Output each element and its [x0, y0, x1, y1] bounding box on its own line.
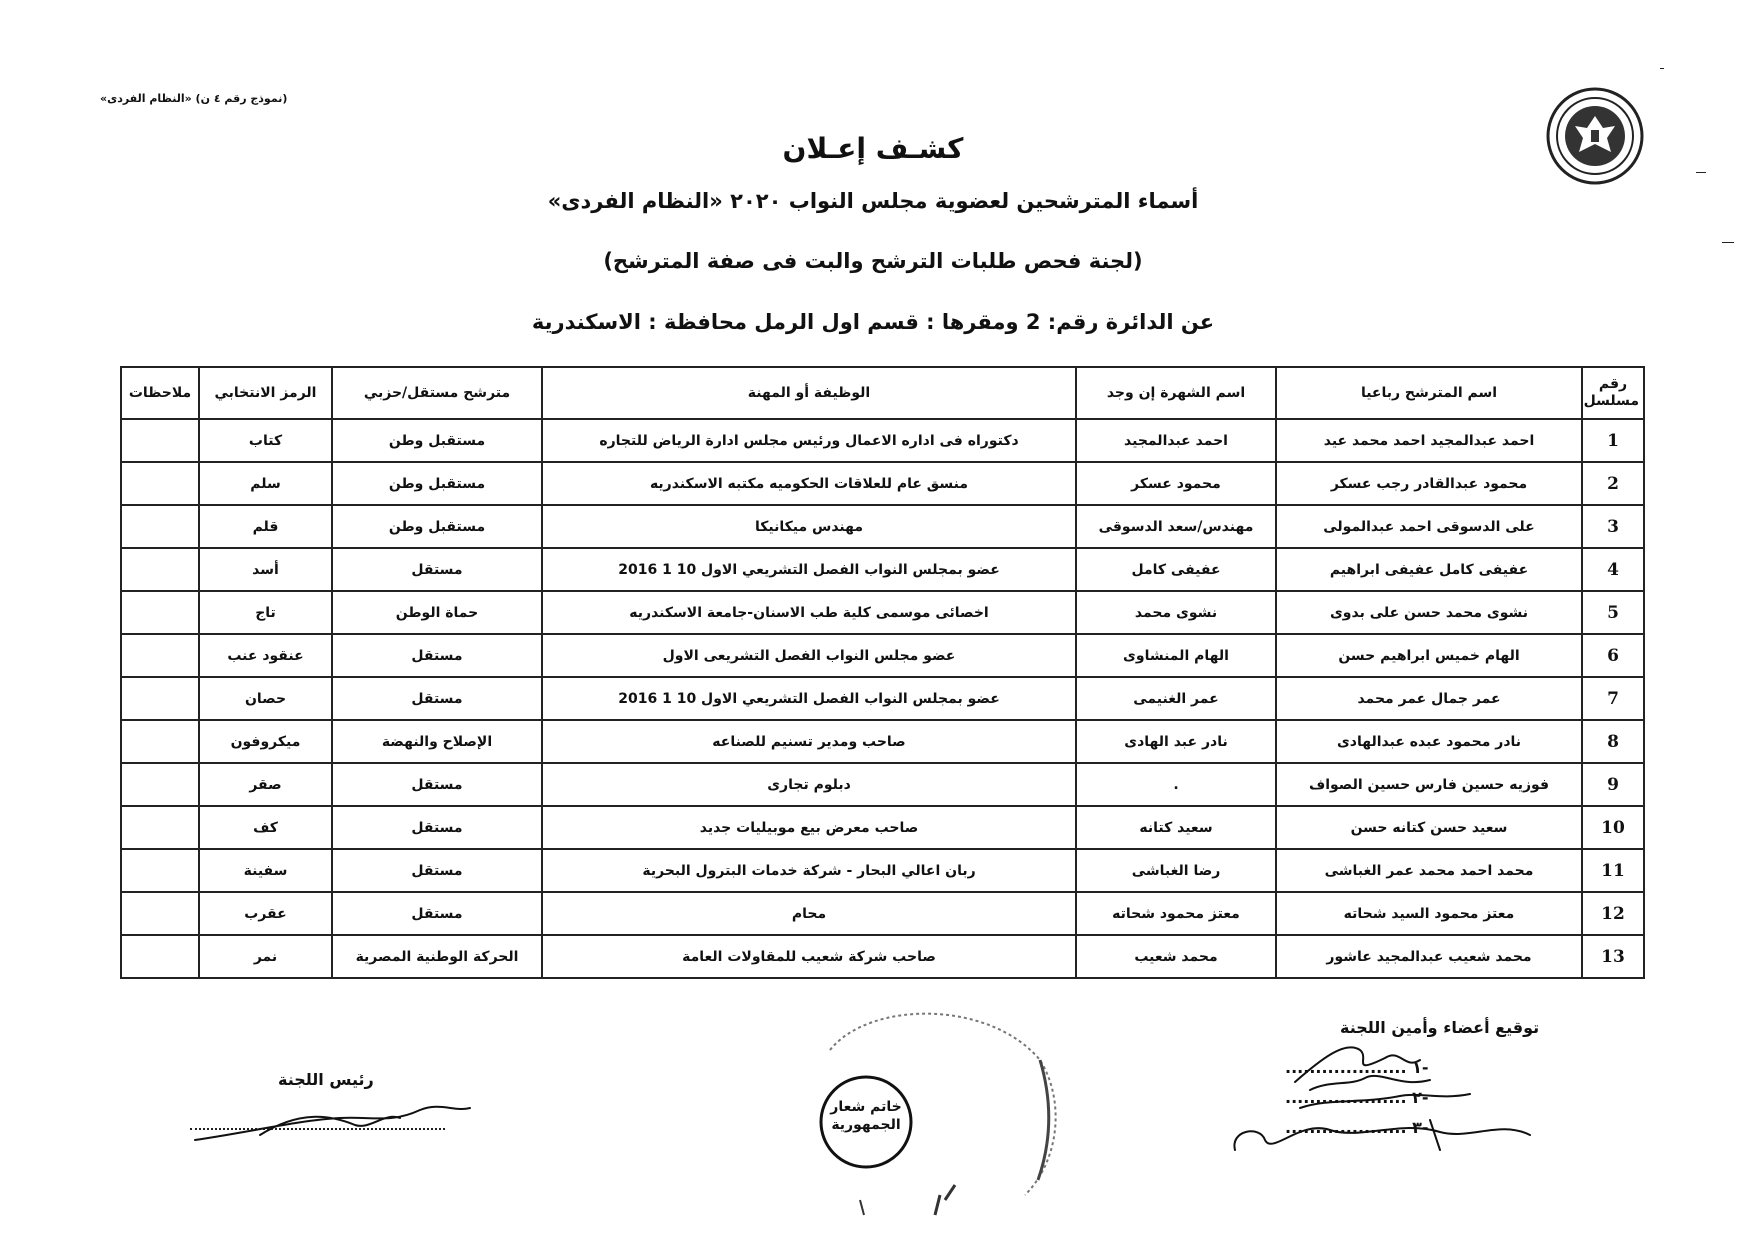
cell-serial: 13 [1582, 935, 1644, 978]
cell-notes [121, 935, 199, 978]
cell-affiliation: مستقبل وطن [332, 505, 542, 548]
cell-name: على الدسوقى احمد عبدالمولى [1276, 505, 1582, 548]
cell-symbol: كف [199, 806, 332, 849]
scan-mark [1722, 242, 1734, 243]
seal-line-2: الجمهورية [831, 1117, 901, 1134]
cell-job: صاحب شركة شعيب للمقاولات العامة [542, 935, 1076, 978]
cell-popular-name: محمود عسكر [1076, 462, 1276, 505]
candidates-table [120, 366, 1645, 979]
cell-job: مهندس ميكانيكا [542, 505, 1076, 548]
cell-name: نادر محمود عبده عبدالهادى [1276, 720, 1582, 763]
table-row [121, 548, 1644, 591]
table-row [121, 892, 1644, 935]
cell-serial: 2 [1582, 462, 1644, 505]
scan-mark [1660, 68, 1664, 69]
republic-seal-text [818, 1098, 914, 1134]
cell-name: عفيفى كامل عفيفى ابراهيم [1276, 548, 1582, 591]
cell-notes [121, 720, 199, 763]
cell-notes [121, 548, 199, 591]
cell-popular-name: سعيد كتانه [1076, 806, 1276, 849]
cell-symbol: ميكروفون [199, 720, 332, 763]
header-name: اسم المترشح رباعيا [1276, 367, 1582, 419]
table-row [121, 763, 1644, 806]
cell-notes [121, 763, 199, 806]
table-row [121, 505, 1644, 548]
header-affiliation: مترشح مستقل/حزبي [332, 367, 542, 419]
chairman-title: رئيس اللجنة [278, 1070, 374, 1089]
cell-symbol: سلم [199, 462, 332, 505]
cell-affiliation: مستقل [332, 849, 542, 892]
cell-affiliation: مستقبل وطن [332, 462, 542, 505]
cell-symbol: قلم [199, 505, 332, 548]
cell-serial: 5 [1582, 591, 1644, 634]
cell-symbol: صقر [199, 763, 332, 806]
cell-serial: 6 [1582, 634, 1644, 677]
member-signature-line-3: -٣ .................... [1285, 1118, 1429, 1137]
header-popular-name: اسم الشهرة إن وجد [1076, 367, 1276, 419]
cell-serial: 8 [1582, 720, 1644, 763]
cell-notes [121, 806, 199, 849]
member-signature-line-2: -٢ .................... [1285, 1088, 1429, 1107]
cell-job: محام [542, 892, 1076, 935]
cell-serial: 7 [1582, 677, 1644, 720]
cell-name: معتز محمود السيد شحاته [1276, 892, 1582, 935]
cell-symbol: أسد [199, 548, 332, 591]
cell-affiliation: مستقبل وطن [332, 419, 542, 462]
cell-popular-name: احمد عبدالمجيد [1076, 419, 1276, 462]
cell-name: محمود عبدالقادر رجب عسكر [1276, 462, 1582, 505]
cell-popular-name: مهندس/سعد الدسوقى [1076, 505, 1276, 548]
cell-job: صاحب ومدير تسنيم للصناعه [542, 720, 1076, 763]
table-row [121, 720, 1644, 763]
table-header-row [121, 367, 1644, 419]
table-row [121, 849, 1644, 892]
table-row [121, 806, 1644, 849]
header-notes: ملاحظات [121, 367, 199, 419]
cell-popular-name: . [1076, 763, 1276, 806]
district-info: عن الدائرة رقم: 2 ومقرها : قسم اول الرمل محافظة : الاسكندرية [531, 310, 1215, 334]
cell-serial: 3 [1582, 505, 1644, 548]
cell-name: نشوى محمد حسن على بدوى [1276, 591, 1582, 634]
header-serial: رقم مسلسل [1582, 367, 1644, 419]
cell-name: احمد عبدالمجيد احمد محمد عيد [1276, 419, 1582, 462]
table-row [121, 462, 1644, 505]
cell-symbol: تاج [199, 591, 332, 634]
cell-job: صاحب معرض بيع موبيليات جديد [542, 806, 1076, 849]
committee-name: (لجنة فحص طلبات الترشح والبت فى صفة المترشح) [603, 249, 1143, 273]
cell-job: عضو بمجلس النواب الفصل التشريعي الاول 10 1 2016 [542, 677, 1076, 720]
cell-job: دكتوراه فى اداره الاعمال ورئيس مجلس ادارة الرياض للتجاره [542, 419, 1076, 462]
cell-affiliation: مستقل [332, 548, 542, 591]
cell-job: اخصائى موسمى كلية طب الاسنان-جامعة الاسكندريه [542, 591, 1076, 634]
cell-affiliation: مستقل [332, 677, 542, 720]
cell-popular-name: نادر عبد الهادى [1076, 720, 1276, 763]
cell-popular-name: معتز محمود شحاته [1076, 892, 1276, 935]
form-number-label: (نموذج رقم ٤ ن) «النظام الفردى» [100, 92, 288, 105]
cell-notes [121, 419, 199, 462]
cell-serial: 12 [1582, 892, 1644, 935]
cell-job: عضو مجلس النواب الفصل التشريعى الاول [542, 634, 1076, 677]
cell-notes [121, 505, 199, 548]
page-subtitle: أسماء المترشحين لعضوية مجلس النواب ٢٠٢٠ «النظام الفردى» [547, 189, 1199, 213]
cell-popular-name: رضا الغباشى [1076, 849, 1276, 892]
cell-serial: 11 [1582, 849, 1644, 892]
cell-affiliation: حماة الوطن [332, 591, 542, 634]
cell-popular-name: نشوى محمد [1076, 591, 1276, 634]
cell-notes [121, 677, 199, 720]
cell-job: ربان اعالي البحار - شركة خدمات البترول البحرية [542, 849, 1076, 892]
seal-line-1: خاتم شعار [830, 1099, 902, 1115]
cell-name: سعيد حسن كتانه حسن [1276, 806, 1582, 849]
cell-symbol: حصان [199, 677, 332, 720]
cell-symbol: نمر [199, 935, 332, 978]
cell-popular-name: عفيفى كامل [1076, 548, 1276, 591]
table-row [121, 634, 1644, 677]
member-signature-line-1: -١ .................... [1285, 1058, 1429, 1077]
cell-name: محمد احمد محمد عمر الغباشى [1276, 849, 1582, 892]
cell-notes [121, 462, 199, 505]
cell-notes [121, 634, 199, 677]
chairman-signature-line [190, 1128, 445, 1130]
cell-affiliation: مستقل [332, 763, 542, 806]
cell-symbol: سفينة [199, 849, 332, 892]
table-row [121, 591, 1644, 634]
cell-notes [121, 849, 199, 892]
cell-notes [121, 591, 199, 634]
cell-name: محمد شعيب عبدالمجيد عاشور [1276, 935, 1582, 978]
cell-popular-name: الهام المنشاوى [1076, 634, 1276, 677]
table-row [121, 419, 1644, 462]
cell-serial: 4 [1582, 548, 1644, 591]
cell-popular-name: عمر الغنيمى [1076, 677, 1276, 720]
cell-job: منسق عام للعلاقات الحكوميه مكتبه الاسكندريه [542, 462, 1076, 505]
cell-job: دبلوم تجارى [542, 763, 1076, 806]
cell-symbol: عنقود عنب [199, 634, 332, 677]
cell-affiliation: الإصلاح والنهضة [332, 720, 542, 763]
header-symbol: الرمز الانتخابي [199, 367, 332, 419]
cell-affiliation: مستقل [332, 806, 542, 849]
cell-serial: 10 [1582, 806, 1644, 849]
cell-notes [121, 892, 199, 935]
cell-popular-name: محمد شعيب [1076, 935, 1276, 978]
cell-name: فوزيه حسين فارس حسين الصواف [1276, 763, 1582, 806]
page-title: كشـف إعـلان [782, 132, 964, 165]
cell-affiliation: مستقل [332, 892, 542, 935]
cell-serial: 9 [1582, 763, 1644, 806]
table-row [121, 935, 1644, 978]
cell-name: الهام خميس ابراهيم حسن [1276, 634, 1582, 677]
cell-job: عضو بمجلس النواب الفصل التشريعي الاول 10 1 2016 [542, 548, 1076, 591]
members-signature-title: توقيع أعضاء وأمين اللجنة [1340, 1018, 1540, 1037]
cell-affiliation: الحركة الوطنية المصرية [332, 935, 542, 978]
cell-symbol: كتاب [199, 419, 332, 462]
cell-serial: 1 [1582, 419, 1644, 462]
scan-mark [1696, 172, 1706, 173]
header-job: الوظيفة أو المهنة [542, 367, 1076, 419]
cell-symbol: عقرب [199, 892, 332, 935]
cell-name: عمر جمال عمر محمد [1276, 677, 1582, 720]
table-row [121, 677, 1644, 720]
cell-affiliation: مستقل [332, 634, 542, 677]
